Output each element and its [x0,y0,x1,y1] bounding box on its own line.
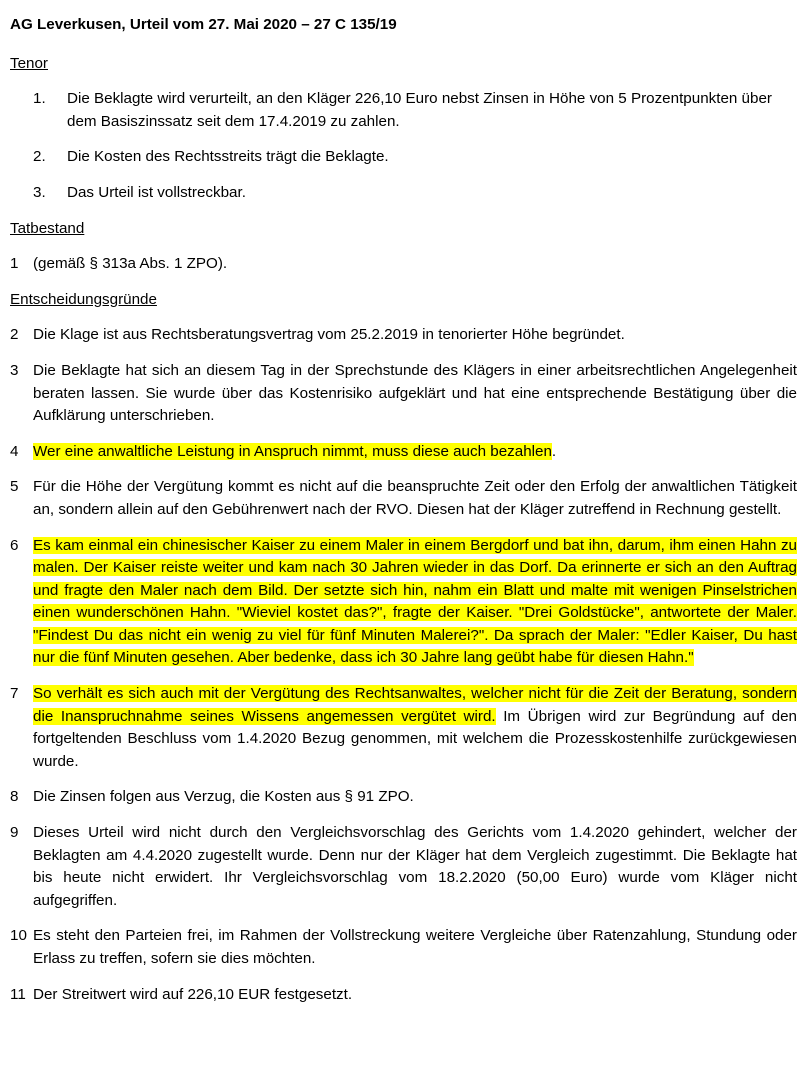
highlighted-text: Es kam einmal ein chinesischer Kaiser zu einem Maler in einem Bergdorf und bat ihn, darum, ihm einen Hahn zu malen. Der Kaiser reiste weiter und kam nach 30 Jahren wieder in das Dorf. Da erinnerte er sich an den Auftrag und fragte den Maler nach dem Bild. Der setzte sich hin, nahm ein Blatt und malte mit wenigen Pinselstrichen einen wunderschönen Hahn. "Wieviel kostet das?", fragte der Kaiser. "Drei Goldstücke", antwortete der Maler. "Findest Du das nicht ein wenig zu viel für fünf Minuten Malerei?". Da sprach der Maler: "Edler Kaiser, Du hast nur die fünf Minuten gesehen. Aber bedenke, dass ich 30 Jahre lang geübt habe für diesen Hahn." [33,536,797,667]
paragraph-3 [10,360,797,428]
paragraph-number: 1 [10,255,19,273]
section-heading-tatbestand: Tatbestand [10,219,85,237]
paragraph-text: Der Streitwert wird auf 226,10 EUR festgesetzt. [33,985,353,1003]
tenor-item-number: 1. [33,90,46,108]
paragraph-6 [10,535,797,671]
paragraph-number: 11 [10,985,26,1003]
tenor-item-number: 3. [33,183,46,201]
paragraph-number: 5 [10,478,19,496]
paragraph-number: 9 [10,824,19,842]
paragraph-number: 2 [10,326,19,344]
paragraph-9 [10,822,797,912]
paragraph-2 [10,324,797,347]
paragraph-8 [10,786,797,809]
paragraph-5 [10,476,797,521]
paragraph-number: 6 [10,536,19,554]
paragraph-text: Für die Höhe der Vergütung kommt es nicht auf die beanspruchte Zeit oder den Erfolg der anwaltlichen Tätigkeit an, sondern allein auf den Gebührenwert nach der RVO. Diesen hat der Kläger zutreffend in Rechnung gestellt. [33,478,797,518]
highlighted-text: Wer eine anwaltliche Leistung in Anspruch nimmt, muss diese auch bezahlen [33,442,552,460]
section-heading-tenor: Tenor [10,54,48,72]
section-heading-entscheidungsgruende: Entscheidungsgründe [10,290,157,308]
tenor-item-text: Die Beklagte wird verurteilt, an den Kläger 226,10 Euro nebst Zinsen in Höhe von 5 Prozentpunkten über dem Basiszinssatz seit dem 17.4.2019 zu zahlen. [67,90,772,130]
paragraph-text: . [551,442,557,460]
tenor-item-text: Das Urteil ist vollstreckbar. [67,183,246,201]
paragraph-text: Es steht den Parteien frei, im Rahmen der Vollstreckung weitere Vergleiche über Ratenzahlung, Stundung oder Erlass zu treffen, sofern sie dies möchten. [33,927,797,967]
paragraph-number: 4 [10,442,19,460]
highlighted-text: So verhält es sich auch mit der Vergütung des Rechtsanwaltes, welcher nicht für die Zeit der Beratung, sondern die Inanspruchnahme seines Wissens angemessen vergütet wird. [33,685,797,725]
tenor-list [10,88,797,204]
tenor-item [10,182,797,205]
paragraph-text: Dieses Urteil wird nicht durch den Vergleichsvorschlag des Gerichts vom 1.4.2020 gehindert, welcher der Beklagten am 4.4.2020 zugestellt wurde. Denn nur der Kläger hat dem Vergleich zugestimmt. Die Beklagte hat bis heute nicht erwidert. Ihr Vergleichsvorschlag vom 18.2.2020 (50,00 Euro) wurde vom Kläger nicht aufgegriffen. [33,824,797,909]
paragraph-number: 3 [10,361,19,379]
paragraph-11 [10,984,797,1007]
paragraph-text: Die Klage ist aus Rechtsberatungsvertrag vom 25.2.2019 in tenorierter Höhe begründet. [33,326,625,344]
paragraph-text: Die Zinsen folgen aus Verzug, die Kosten aus § 91 ZPO. [33,788,414,806]
tenor-item-text: Die Kosten des Rechtsstreits trägt die Beklagte. [67,148,389,166]
paragraph-number: 7 [10,685,19,703]
paragraph-number: 8 [10,788,19,806]
document-title: AG Leverkusen, Urteil vom 27. Mai 2020 – 27 C 135/19 [10,16,397,33]
paragraph-4 [10,441,797,464]
tenor-item [10,146,797,169]
paragraph-1 [10,253,797,276]
tenor-item-number: 2. [33,148,46,166]
tenor-item [10,88,797,133]
paragraph-10 [10,925,797,970]
paragraph-7 [10,683,797,773]
paragraph-text: Im Übrigen wird zur Begründung auf den fortgeltenden Beschluss vom 1.4.2020 Bezug genommen, mit welchem die Prozesskostenhilfe zurückgewiesen wurde. [33,707,797,770]
paragraph-number: 10 [10,927,27,945]
paragraph-text: (gemäß § 313a Abs. 1 ZPO). [33,255,228,273]
paragraph-text: Die Beklagte hat sich an diesem Tag in der Sprechstunde des Klägers in einer arbeitsrechtlichen Angelegenheit beraten lassen. Sie wurde über das Kostenrisiko aufgeklärt und hat eine entsprechende Bestätigung über die Aufklärung unterschrieben. [33,361,797,425]
